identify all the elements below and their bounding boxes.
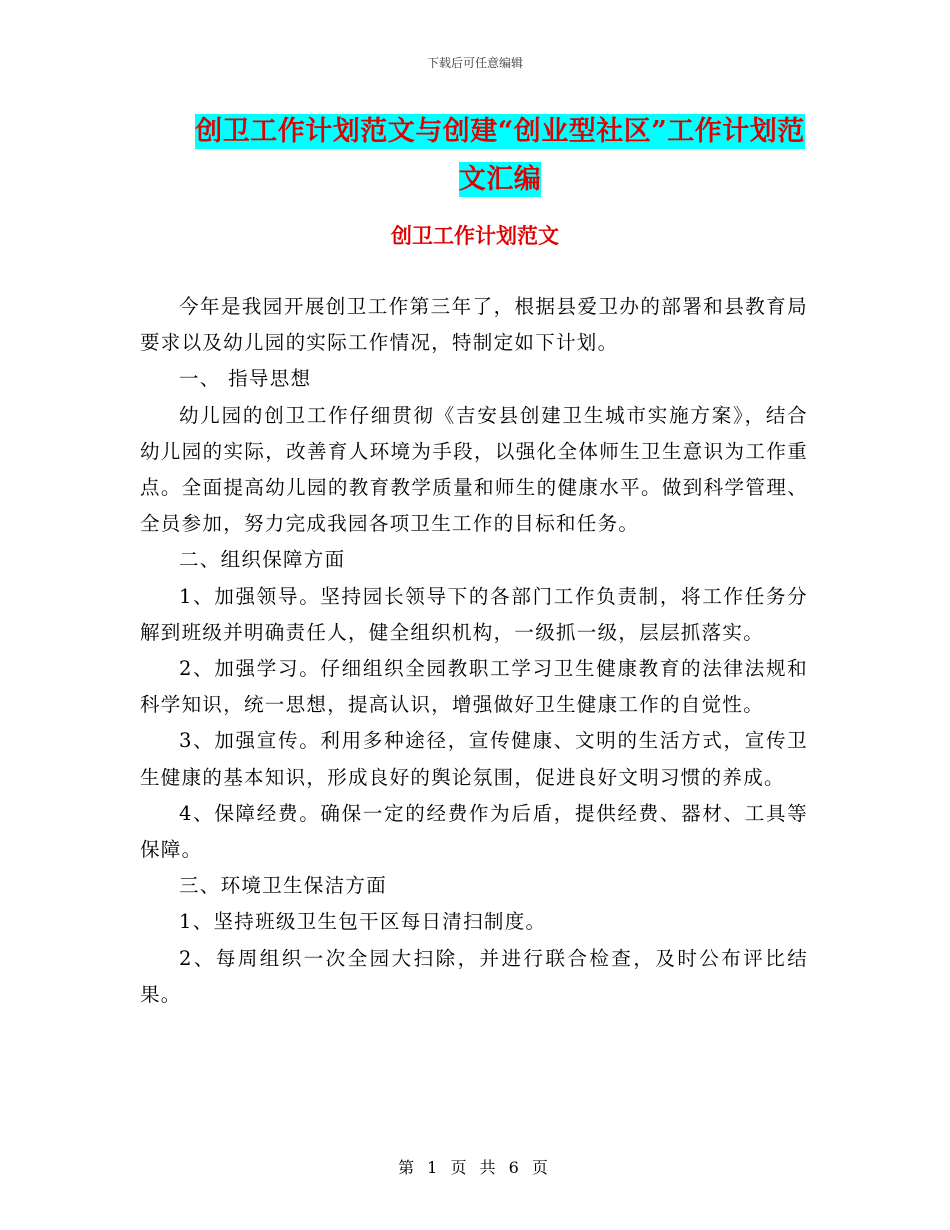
paragraph: 3、加强宣传。利用多种途径，宣传健康、文明的生活方式，宣传卫生健康的基本知识，形成良好的舆论氛围，促进良好文明习惯的养成。 <box>140 729 808 789</box>
header-note: 下载后可任意编辑 <box>426 56 523 70</box>
heading-environment: 三、环境卫生保洁方面 <box>179 874 388 898</box>
section-title: 创卫工作计划范文 <box>391 223 559 248</box>
paragraph: 今年是我园开展创卫工作第三年了，根据县爱卫办的部署和县教育局要求以及幼儿园的实际工作情况，特制定如下计划。 <box>140 295 808 355</box>
paragraph: 幼儿园的创卫工作仔细贯彻《吉安县创建卫生城市实施方案》，结合幼儿园的实际，改善育人环境为手段，以强化全体师生卫生意识为工作重点。全面提高幼儿园的教育教学质量和师生的健康水平。做到科学管理、全员参加，努力完成我园各项卫生工作的目标和任务。 <box>140 403 808 536</box>
page-number: 第 1 页 共 6 页 <box>398 1158 552 1177</box>
document-title <box>190 108 810 204</box>
paragraph: 4、保障经费。确保一定的经费作为后盾，提供经费、器材、工具等保障。 <box>140 801 808 862</box>
heading-guiding-thought: 一、 指导思想 <box>179 367 312 391</box>
paragraph: 1、坚持班级卫生包干区每日清扫制度。 <box>179 910 547 934</box>
paragraph: 1、加强领导。坚持园长领导下的各部门工作负责制，将工作任务分解到班级并明确责任人，健全组织机构，一级抓一级，层层抓落实。 <box>140 584 808 644</box>
paragraph: 2、每周组织一次全园大扫除，并进行联合检查，及时公布评比结果。 <box>140 946 808 1006</box>
paragraph: 2、加强学习。仔细组织全园教职工学习卫生健康教育的法律法规和科学知识，统一思想，提高认识，增强做好卫生健康工作的自觉性。 <box>140 657 808 717</box>
document-body <box>140 289 808 1013</box>
document-title-text: 创卫工作计划范文与创建“创业型社区”工作计划范文汇编 <box>195 116 805 195</box>
heading-organization: 二、组织保障方面 <box>179 548 346 572</box>
